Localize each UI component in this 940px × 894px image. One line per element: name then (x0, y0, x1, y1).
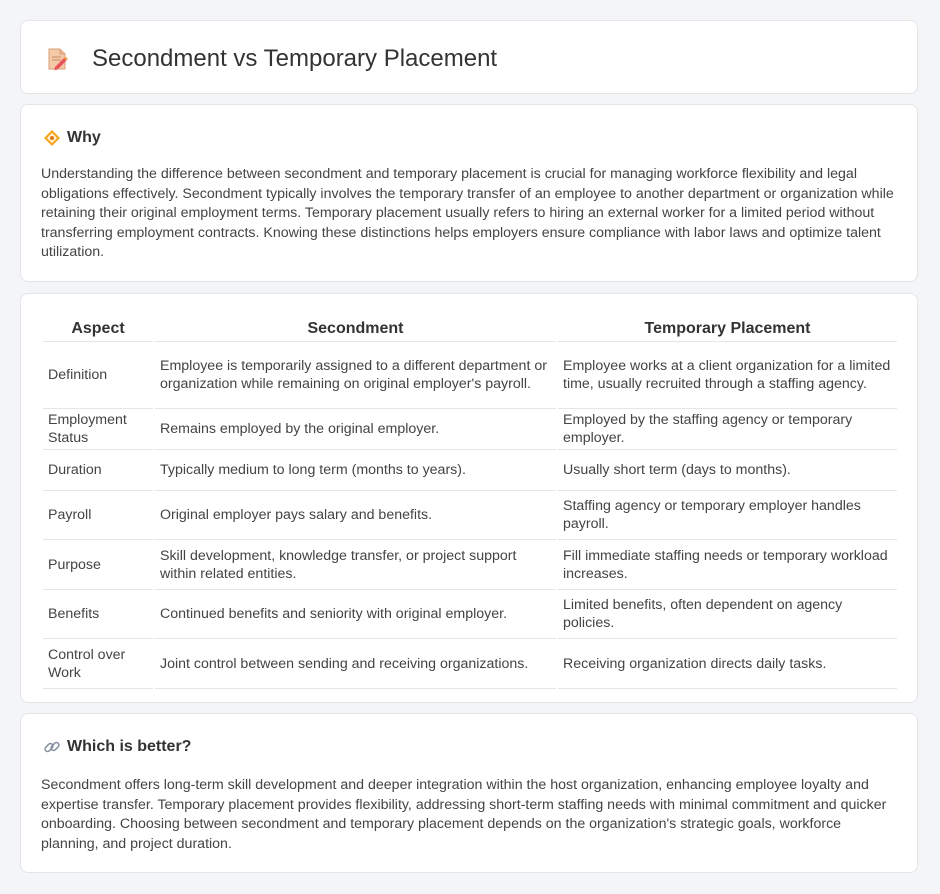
temporary-placement-cell: Limited benefits, often dependent on agency policies. (558, 590, 897, 639)
aspect-cell: Control over Work (43, 639, 153, 689)
comparison-section (20, 293, 918, 703)
why-paragraph: Understanding the difference between secondment and temporary placement is crucial for managing workforce flexibility and legal obligations effectively. Secondment typically involves the temporary transfer of an employee to another department or organization while retaining their original employment terms. Temporary placement usually refers to hiring an external worker for a limited period without transferring employment contracts. Knowing these distinctions helps employers ensure compliance with labor laws and optimize talent utilization. (41, 166, 894, 260)
table-row (43, 450, 897, 491)
table-row (43, 409, 897, 450)
table-row (43, 590, 897, 639)
aspect-cell: Payroll (43, 491, 153, 540)
aspect-cell: Purpose (43, 540, 153, 590)
document-pencil-icon (47, 47, 69, 71)
page-title: Secondment vs Temporary Placement (92, 45, 498, 72)
aspect-cell: Duration (43, 450, 153, 491)
temporary-placement-cell: Usually short term (days to months). (558, 450, 897, 491)
table-row (43, 639, 897, 689)
title-card (20, 20, 918, 94)
temporary-placement-cell: Receiving organization directs daily tasks. (558, 639, 897, 689)
which-is-better-paragraph: Secondment offers long-term skill development and deeper integration within the host organization, enhancing employee loyalty and expertise transfer. Temporary placement provides flexibility, addressing short-term staffing needs with minimal commitment and quicker onboarding. Choosing between secondment and temporary placement depends on the organization's strategic goals, workforce planning, and project duration. (41, 777, 887, 852)
table-row (43, 540, 897, 590)
secondment-cell: Original employer pays salary and benefits. (155, 491, 556, 540)
secondment-cell: Employee is temporarily assigned to a different department or organization while remaining on original employer's payroll. (155, 342, 556, 409)
why-heading (43, 127, 101, 149)
why-section (20, 104, 918, 282)
secondment-cell: Continued benefits and seniority with original employer. (155, 590, 556, 639)
aspect-cell: Employment Status (43, 409, 153, 450)
temporary-placement-cell: Staffing agency or temporary employer handles payroll. (558, 491, 897, 540)
which-is-better-section (20, 713, 918, 873)
temporary-placement-cell: Employee works at a client organization for a limited time, usually recruited through a staffing agency. (558, 342, 897, 409)
why-heading-label: Why (67, 129, 101, 146)
secondment-cell: Remains employed by the original employer. (155, 409, 556, 450)
secondment-cell: Skill development, knowledge transfer, or project support within related entities. (155, 540, 556, 590)
aspect-cell: Benefits (43, 590, 153, 639)
aspect-cell: Definition (43, 342, 153, 409)
which-is-better-heading-label: Which is better? (67, 738, 192, 755)
table-row (43, 342, 897, 409)
temporary-placement-cell: Employed by the staffing agency or temporary employer. (558, 409, 897, 450)
temporary-placement-cell: Fill immediate staffing needs or temporary workload increases. (558, 540, 897, 590)
column-header-aspect: Aspect (43, 314, 153, 342)
diamond-sign-icon (43, 129, 61, 147)
table-row (43, 491, 897, 540)
column-header-temporary-placement: Temporary Placement (558, 314, 897, 342)
secondment-cell: Joint control between sending and receiving organizations. (155, 639, 556, 689)
which-is-better-heading (43, 736, 191, 758)
table-header-row (43, 314, 897, 342)
comparison-table (41, 314, 899, 689)
link-icon (43, 738, 61, 756)
secondment-cell: Typically medium to long term (months to years). (155, 450, 556, 491)
column-header-secondment: Secondment (155, 314, 556, 342)
